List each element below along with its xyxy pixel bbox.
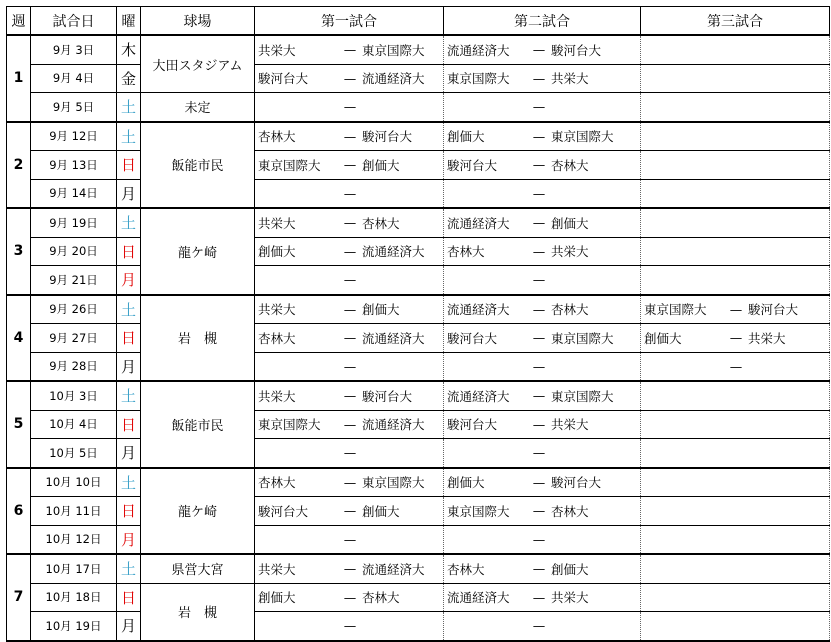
game1-cell xyxy=(255,93,444,122)
game1-cell xyxy=(255,151,444,180)
vs-dash: — xyxy=(729,358,743,374)
venue: 未定 xyxy=(141,93,255,122)
game1-cell xyxy=(255,410,444,439)
game3-cell xyxy=(641,497,830,526)
vs-dash: — xyxy=(532,388,546,404)
team-home: 杏林大 xyxy=(258,475,296,491)
game-date: 9月 27日 xyxy=(31,324,117,353)
game-date: 9月 21日 xyxy=(31,266,117,295)
vs-dash: — xyxy=(532,618,546,634)
team-home: 東京国際大 xyxy=(447,503,510,519)
week-number: 5 xyxy=(7,381,31,468)
vs-dash: — xyxy=(343,561,357,577)
game1-cell xyxy=(255,381,444,410)
game2-cell xyxy=(444,554,641,583)
team-away: 流通経済大 xyxy=(362,417,425,433)
schedule-table xyxy=(6,6,830,642)
day-of-week: 土 xyxy=(117,295,141,324)
vs-dash: — xyxy=(343,388,357,404)
day-of-week: 土 xyxy=(117,122,141,151)
team-home: 駿河台大 xyxy=(258,71,309,87)
team-home: 駿河台大 xyxy=(447,417,498,433)
team-away: 流通経済大 xyxy=(362,71,425,87)
vs-dash: — xyxy=(343,330,357,346)
team-home: 駿河台大 xyxy=(447,157,498,173)
game3-cell xyxy=(641,439,830,468)
game1-cell xyxy=(255,497,444,526)
schedule-row xyxy=(7,237,830,266)
team-away: 杏林大 xyxy=(362,215,400,231)
schedule-row xyxy=(7,497,830,526)
game3-cell xyxy=(641,410,830,439)
day-of-week: 金 xyxy=(117,64,141,93)
day-of-week: 月 xyxy=(117,266,141,295)
game2-cell xyxy=(444,122,641,151)
game-date: 10月 18日 xyxy=(31,583,117,612)
game1-cell xyxy=(255,554,444,583)
team-home: 創価大 xyxy=(258,590,296,606)
vs-dash: — xyxy=(343,157,357,173)
game2-cell xyxy=(444,439,641,468)
schedule-row xyxy=(7,410,830,439)
schedule-row xyxy=(7,93,830,122)
game2-cell xyxy=(444,410,641,439)
schedule-row xyxy=(7,439,830,468)
game2-cell xyxy=(444,468,641,497)
game1-cell xyxy=(255,352,444,381)
game3-cell xyxy=(641,122,830,151)
game2-cell xyxy=(444,324,641,353)
game3-cell xyxy=(641,352,830,381)
game3-cell xyxy=(641,179,830,208)
team-away: 東京国際大 xyxy=(551,129,614,145)
game-date: 10月 12日 xyxy=(31,525,117,554)
game-date: 9月 26日 xyxy=(31,295,117,324)
game-date: 9月 3日 xyxy=(31,35,117,64)
vs-dash: — xyxy=(532,589,546,605)
team-away: 駿河台大 xyxy=(551,475,602,491)
team-home: 東京国際大 xyxy=(644,302,707,318)
header-week: 週 xyxy=(7,7,31,36)
vs-dash: — xyxy=(343,416,357,432)
day-of-week: 日 xyxy=(117,324,141,353)
team-away: 杏林大 xyxy=(551,302,589,318)
game-date: 10月 3日 xyxy=(31,381,117,410)
vs-dash: — xyxy=(343,589,357,605)
venue: 飯能市民 xyxy=(141,122,255,209)
schedule-row xyxy=(7,208,830,237)
game2-cell xyxy=(444,208,641,237)
vs-dash: — xyxy=(532,330,546,346)
game-date: 9月 20日 xyxy=(31,237,117,266)
day-of-week: 日 xyxy=(117,497,141,526)
game-date: 9月 28日 xyxy=(31,352,117,381)
vs-dash: — xyxy=(343,99,357,115)
schedule-row xyxy=(7,35,830,64)
vs-dash: — xyxy=(343,272,357,288)
team-away: 創価大 xyxy=(362,157,400,173)
game2-cell xyxy=(444,583,641,612)
team-away: 共栄大 xyxy=(551,244,589,260)
team-home: 共栄大 xyxy=(258,215,296,231)
game2-cell xyxy=(444,266,641,295)
schedule-row xyxy=(7,468,830,497)
team-home: 創価大 xyxy=(258,244,296,260)
game3-cell xyxy=(641,554,830,583)
vs-dash: — xyxy=(532,70,546,86)
game1-cell xyxy=(255,64,444,93)
game3-cell xyxy=(641,151,830,180)
day-of-week: 日 xyxy=(117,237,141,266)
vs-dash: — xyxy=(343,42,357,58)
game1-cell xyxy=(255,208,444,237)
day-of-week: 日 xyxy=(117,583,141,612)
team-away: 創価大 xyxy=(362,503,400,519)
vs-dash: — xyxy=(343,474,357,490)
team-away: 駿河台大 xyxy=(362,129,413,145)
team-home: 杏林大 xyxy=(258,330,296,346)
header-date: 試合日 xyxy=(31,7,117,36)
game1-cell xyxy=(255,439,444,468)
game3-cell xyxy=(641,64,830,93)
day-of-week: 土 xyxy=(117,93,141,122)
game2-cell xyxy=(444,497,641,526)
week-number: 4 xyxy=(7,295,31,382)
team-home: 創価大 xyxy=(447,475,485,491)
game1-cell xyxy=(255,179,444,208)
game3-cell xyxy=(641,35,830,64)
vs-dash: — xyxy=(343,618,357,634)
schedule-row xyxy=(7,122,830,151)
team-away: 共栄大 xyxy=(551,590,589,606)
header-game2: 第二試合 xyxy=(444,7,641,36)
team-away: 杏林大 xyxy=(362,590,400,606)
day-of-week: 月 xyxy=(117,439,141,468)
team-away: 創価大 xyxy=(362,302,400,318)
team-home: 創価大 xyxy=(644,330,682,346)
team-home: 東京国際大 xyxy=(258,417,321,433)
team-away: 流通経済大 xyxy=(362,244,425,260)
schedule-row xyxy=(7,64,830,93)
game1-cell xyxy=(255,583,444,612)
header-game1: 第一試合 xyxy=(255,7,444,36)
venue: 飯能市民 xyxy=(141,381,255,468)
team-away: 共栄大 xyxy=(551,71,589,87)
game1-cell xyxy=(255,266,444,295)
day-of-week: 土 xyxy=(117,381,141,410)
vs-dash: — xyxy=(343,531,357,547)
schedule-row xyxy=(7,352,830,381)
game2-cell xyxy=(444,151,641,180)
game3-cell xyxy=(641,295,830,324)
day-of-week: 日 xyxy=(117,151,141,180)
day-of-week: 土 xyxy=(117,208,141,237)
day-of-week: 土 xyxy=(117,468,141,497)
vs-dash: — xyxy=(343,503,357,519)
game1-cell xyxy=(255,324,444,353)
game1-cell xyxy=(255,122,444,151)
game-date: 9月 13日 xyxy=(31,151,117,180)
game1-cell xyxy=(255,612,444,641)
team-away: 東京国際大 xyxy=(362,475,425,491)
game-date: 10月 11日 xyxy=(31,497,117,526)
week-number: 6 xyxy=(7,468,31,555)
team-away: 流通経済大 xyxy=(362,561,425,577)
team-home: 杏林大 xyxy=(258,129,296,145)
game2-cell xyxy=(444,179,641,208)
team-home: 流通経済大 xyxy=(447,215,510,231)
game2-cell xyxy=(444,35,641,64)
day-of-week: 月 xyxy=(117,352,141,381)
vs-dash: — xyxy=(532,128,546,144)
team-away: 流通経済大 xyxy=(362,330,425,346)
game2-cell xyxy=(444,64,641,93)
team-home: 駿河台大 xyxy=(447,330,498,346)
team-home: 流通経済大 xyxy=(447,388,510,404)
team-away: 駿河台大 xyxy=(748,302,799,318)
game2-cell xyxy=(444,295,641,324)
schedule-row xyxy=(7,151,830,180)
game-date: 10月 19日 xyxy=(31,612,117,641)
team-away: 共栄大 xyxy=(551,417,589,433)
day-of-week: 月 xyxy=(117,525,141,554)
game2-cell xyxy=(444,237,641,266)
game3-cell xyxy=(641,583,830,612)
vs-dash: — xyxy=(343,358,357,374)
team-home: 東京国際大 xyxy=(258,157,321,173)
schedule-row xyxy=(7,179,830,208)
vs-dash: — xyxy=(532,358,546,374)
vs-dash: — xyxy=(532,445,546,461)
day-of-week: 木 xyxy=(117,35,141,64)
game1-cell xyxy=(255,468,444,497)
vs-dash: — xyxy=(532,561,546,577)
game-date: 10月 5日 xyxy=(31,439,117,468)
team-home: 共栄大 xyxy=(258,561,296,577)
day-of-week: 日 xyxy=(117,410,141,439)
game3-cell xyxy=(641,525,830,554)
vs-dash: — xyxy=(343,243,357,259)
schedule-row xyxy=(7,266,830,295)
team-home: 東京国際大 xyxy=(447,71,510,87)
game2-cell xyxy=(444,93,641,122)
team-away: 駿河台大 xyxy=(551,42,602,58)
team-away: 杏林大 xyxy=(551,157,589,173)
day-of-week: 土 xyxy=(117,554,141,583)
day-of-week: 月 xyxy=(117,179,141,208)
team-home: 流通経済大 xyxy=(447,590,510,606)
game2-cell xyxy=(444,612,641,641)
game3-cell xyxy=(641,324,830,353)
header-venue: 球場 xyxy=(141,7,255,36)
vs-dash: — xyxy=(532,42,546,58)
game-date: 9月 19日 xyxy=(31,208,117,237)
day-of-week: 月 xyxy=(117,612,141,641)
vs-dash: — xyxy=(532,272,546,288)
vs-dash: — xyxy=(532,185,546,201)
game1-cell xyxy=(255,525,444,554)
vs-dash: — xyxy=(532,531,546,547)
team-home: 流通経済大 xyxy=(447,42,510,58)
venue: 県営大宮 xyxy=(141,554,255,583)
game3-cell xyxy=(641,237,830,266)
vs-dash: — xyxy=(532,99,546,115)
team-away: 創価大 xyxy=(551,215,589,231)
game3-cell xyxy=(641,208,830,237)
vs-dash: — xyxy=(343,185,357,201)
schedule-row xyxy=(7,381,830,410)
game2-cell xyxy=(444,525,641,554)
game1-cell xyxy=(255,237,444,266)
vs-dash: — xyxy=(343,70,357,86)
game3-cell xyxy=(641,612,830,641)
header-row xyxy=(7,7,830,36)
team-home: 杏林大 xyxy=(447,244,485,260)
team-home: 流通経済大 xyxy=(447,302,510,318)
header-dow: 曜 xyxy=(117,7,141,36)
game-date: 9月 5日 xyxy=(31,93,117,122)
vs-dash: — xyxy=(532,301,546,317)
week-number: 1 xyxy=(7,35,31,122)
vs-dash: — xyxy=(532,503,546,519)
game-date: 9月 4日 xyxy=(31,64,117,93)
vs-dash: — xyxy=(343,128,357,144)
schedule-row xyxy=(7,612,830,641)
game-date: 10月 4日 xyxy=(31,410,117,439)
vs-dash: — xyxy=(532,215,546,231)
vs-dash: — xyxy=(532,157,546,173)
team-away: 創価大 xyxy=(551,561,589,577)
vs-dash: — xyxy=(532,416,546,432)
vs-dash: — xyxy=(343,301,357,317)
vs-dash: — xyxy=(532,474,546,490)
week-number: 7 xyxy=(7,554,31,641)
game-date: 10月 17日 xyxy=(31,554,117,583)
game-date: 9月 12日 xyxy=(31,122,117,151)
game3-cell xyxy=(641,468,830,497)
team-home: 創価大 xyxy=(447,129,485,145)
team-away: 東京国際大 xyxy=(551,388,614,404)
game2-cell xyxy=(444,352,641,381)
schedule-row xyxy=(7,554,830,583)
schedule-row xyxy=(7,583,830,612)
schedule-row xyxy=(7,525,830,554)
venue: 岩 槻 xyxy=(141,295,255,382)
vs-dash: — xyxy=(532,243,546,259)
game3-cell xyxy=(641,93,830,122)
team-away: 共栄大 xyxy=(748,330,786,346)
team-home: 共栄大 xyxy=(258,388,296,404)
team-away: 東京国際大 xyxy=(551,330,614,346)
schedule-row xyxy=(7,295,830,324)
game-date: 9月 14日 xyxy=(31,179,117,208)
venue: 龍ケ崎 xyxy=(141,468,255,555)
vs-dash: — xyxy=(343,215,357,231)
venue: 龍ケ崎 xyxy=(141,208,255,295)
game3-cell xyxy=(641,381,830,410)
schedule-row xyxy=(7,324,830,353)
team-home: 駿河台大 xyxy=(258,503,309,519)
game2-cell xyxy=(444,381,641,410)
header-game3: 第三試合 xyxy=(641,7,830,36)
game1-cell xyxy=(255,35,444,64)
week-number: 2 xyxy=(7,122,31,209)
venue: 大田スタジアム xyxy=(141,35,255,93)
team-home: 杏林大 xyxy=(447,561,485,577)
game3-cell xyxy=(641,266,830,295)
team-home: 共栄大 xyxy=(258,42,296,58)
team-away: 杏林大 xyxy=(551,503,589,519)
schedule-body xyxy=(7,35,830,641)
game-date: 10月 10日 xyxy=(31,468,117,497)
vs-dash: — xyxy=(343,445,357,461)
venue: 岩 槻 xyxy=(141,583,255,641)
vs-dash: — xyxy=(729,330,743,346)
team-home: 共栄大 xyxy=(258,302,296,318)
team-away: 東京国際大 xyxy=(362,42,425,58)
team-away: 駿河台大 xyxy=(362,388,413,404)
game1-cell xyxy=(255,295,444,324)
week-number: 3 xyxy=(7,208,31,295)
vs-dash: — xyxy=(729,301,743,317)
